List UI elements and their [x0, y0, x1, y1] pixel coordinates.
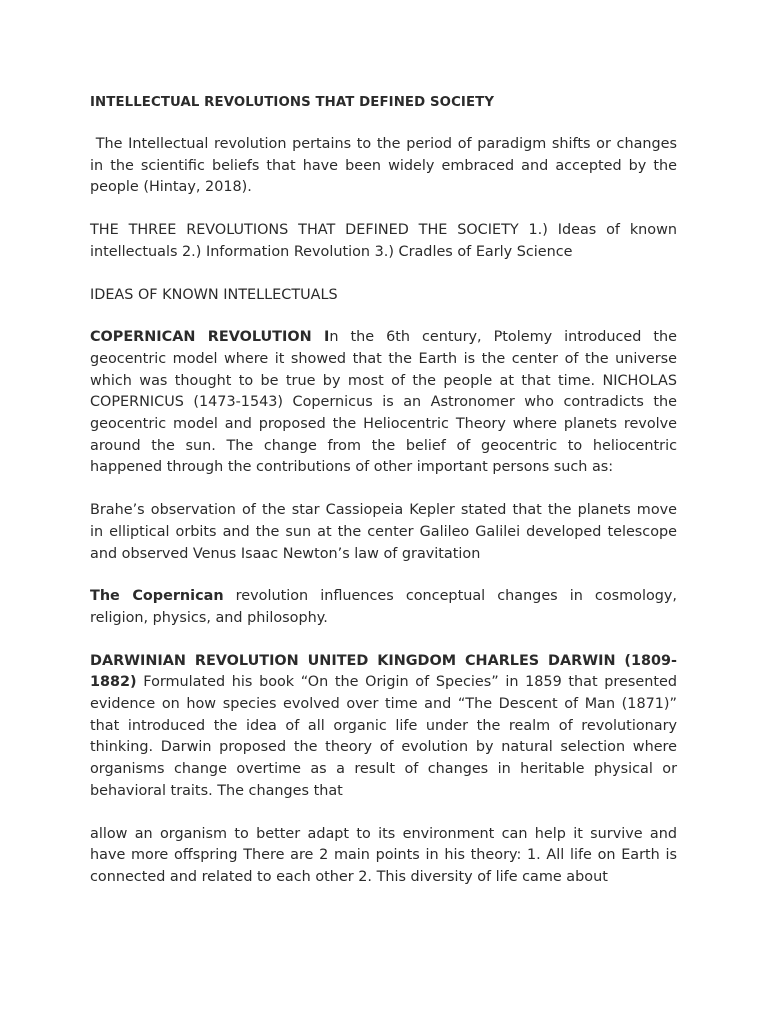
section-heading-ideas: IDEAS OF KNOWN INTELLECTUALS: [90, 286, 338, 303]
copernican-paragraph: [90, 327, 677, 479]
copernican-heading: COPERNICAN REVOLUTION I: [90, 329, 330, 346]
copernican-influence-heading: The Copernican: [90, 588, 224, 605]
document-page: [90, 92, 682, 910]
copernican-text: n the 6th century, Ptolemy introduced the geocentric model where it showed that the Earth is the center of the universe which was thought to be true by most of the people at that time. NICHOLAS COPERNICUS (1473-1543) Copernicus is an Astronomer who contradicts the geocentric model and proposed the Heliocentric Theory where planets revolve around the sun. The change from the belief of geocentric to heliocentric happened through the contributions of other important persons such as:: [90, 329, 677, 476]
darwinian-text: Formulated his book “On the Origin of Species” in 1859 that presented evidence on how species evolved over time and “The Descent of Man (1871)” that introduced the idea of all organic life under the realm of revolutionary thinking. Darwin proposed the theory of evolution by natural selection where organisms change overtime as a result of changes in heritable physical or behavioral traits. The changes that: [90, 674, 677, 799]
contributors-paragraph: Brahe’s observation of the star Cassiopeia Kepler stated that the planets move in elliptical orbits and the sun at the center Galileo Galilei developed telescope and observed Venus Isaac Newton’s law of gravitation: [90, 502, 677, 562]
copernican-influence-paragraph: [90, 586, 677, 629]
three-revolutions-paragraph: THE THREE REVOLUTIONS THAT DEFINED THE SOCIETY 1.) Ideas of known intellectuals 2.) Information Revolution 3.) Cradles of Early Science: [90, 222, 677, 260]
darwinian-paragraph: [90, 651, 677, 803]
copernican-influence-text: revolution influences conceptual changes in cosmology, religion, physics, and philosophy.: [90, 588, 678, 626]
intro-paragraph: The Intellectual revolution pertains to the period of paradigm shifts or changes in the scientific beliefs that have been widely embraced and accepted by the people (Hintay, 2018).: [90, 136, 682, 196]
document-title: INTELLECTUAL REVOLUTIONS THAT DEFINED SOCIETY: [90, 95, 495, 110]
continuation-paragraph: allow an organism to better adapt to its environment can help it survive and have more offspring There are 2 main points in his theory: 1. All life on Earth is connected and related to each other 2. This diversity of life came about: [90, 825, 677, 885]
darwinian-heading: DARWINIAN REVOLUTION UNITED KINGDOM CHARLES DARWIN (1809-1882): [90, 652, 677, 691]
